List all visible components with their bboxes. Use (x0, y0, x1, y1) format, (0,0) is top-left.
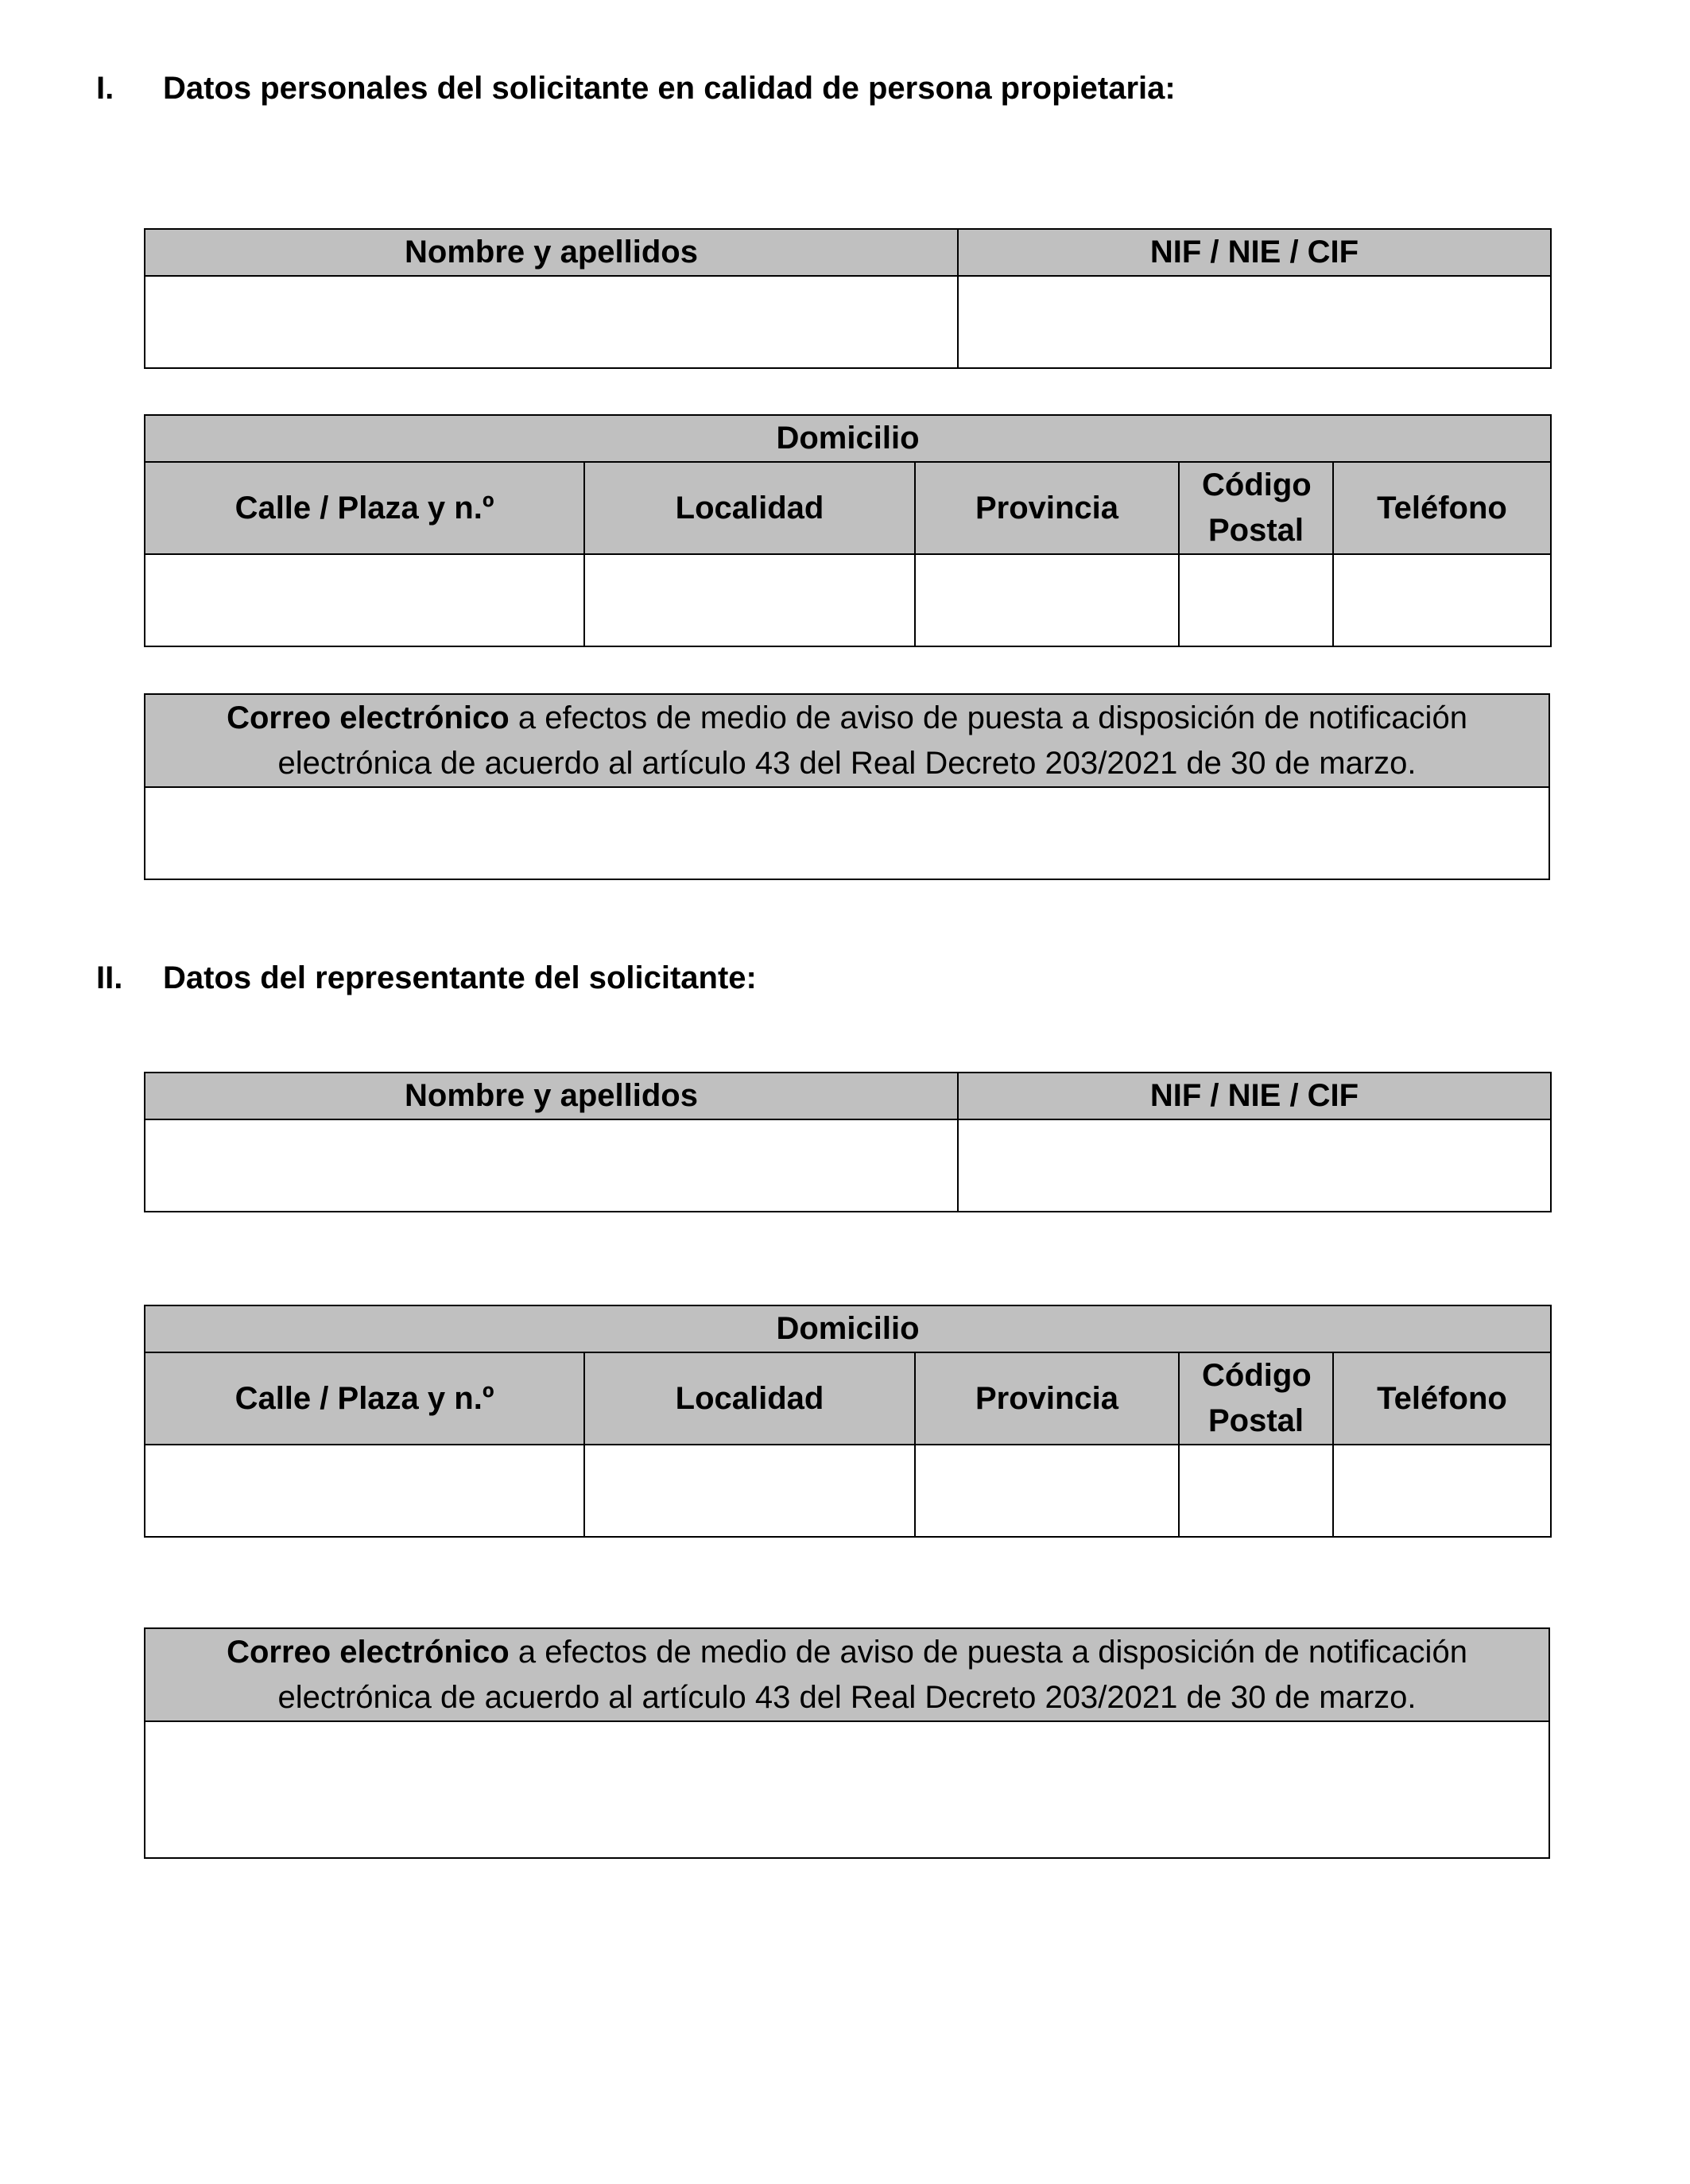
applicant-email-table (144, 693, 1550, 880)
email-header (145, 1628, 1549, 1721)
section-2-number: II. (96, 960, 123, 995)
representative-province-field[interactable] (915, 1445, 1179, 1537)
representative-postal-code-field[interactable] (1179, 1445, 1333, 1537)
representative-identity-table (144, 1072, 1552, 1212)
phone-header: Teléfono (1333, 462, 1551, 554)
applicant-id-field[interactable] (958, 276, 1551, 368)
email-label-rest: a efectos de medio de aviso de puesta a disposición de notificación (509, 700, 1467, 735)
postal-code-header: Código Postal (1179, 1352, 1333, 1445)
representative-address-table (144, 1305, 1552, 1538)
email-label-line2: electrónica de acuerdo al artículo 43 del Real Decreto 203/2021 de 30 de marzo. (277, 745, 1417, 781)
applicant-name-field[interactable] (145, 276, 958, 368)
representative-phone-field[interactable] (1333, 1445, 1551, 1537)
postal-code-header: Código Postal (1179, 462, 1333, 554)
applicant-address-table (144, 414, 1552, 647)
street-header: Calle / Plaza y n.º (145, 1352, 584, 1445)
street-header: Calle / Plaza y n.º (145, 462, 584, 554)
email-label-bold: Correo electrónico (227, 700, 510, 735)
province-header: Provincia (915, 1352, 1179, 1445)
representative-email-table (144, 1627, 1550, 1859)
section-1-title: Datos personales del solicitante en calidad de persona propietaria: (163, 71, 1176, 106)
applicant-identity-table (144, 228, 1552, 369)
section-2-title: Datos del representante del solicitante: (163, 960, 757, 995)
applicant-email-field[interactable] (145, 787, 1549, 879)
representative-street-field[interactable] (145, 1445, 584, 1537)
email-label-bold: Correo electrónico (227, 1634, 510, 1670)
applicant-locality-field[interactable] (584, 554, 915, 646)
section-1-number: I. (96, 71, 114, 106)
name-header: Nombre y apellidos (145, 229, 958, 276)
applicant-postal-code-field[interactable] (1179, 554, 1333, 646)
phone-header: Teléfono (1333, 1352, 1551, 1445)
locality-header: Localidad (584, 462, 915, 554)
applicant-province-field[interactable] (915, 554, 1179, 646)
email-label-rest: a efectos de medio de aviso de puesta a disposición de notificación (509, 1634, 1467, 1670)
province-header: Provincia (915, 462, 1179, 554)
representative-locality-field[interactable] (584, 1445, 915, 1537)
address-group-header: Domicilio (145, 415, 1551, 462)
representative-name-field[interactable] (145, 1119, 958, 1212)
name-header: Nombre y apellidos (145, 1073, 958, 1119)
id-header: NIF / NIE / CIF (958, 1073, 1551, 1119)
id-header: NIF / NIE / CIF (958, 229, 1551, 276)
address-group-header: Domicilio (145, 1305, 1551, 1352)
email-label-line2: electrónica de acuerdo al artículo 43 del Real Decreto 203/2021 de 30 de marzo. (277, 1679, 1417, 1715)
representative-email-field[interactable] (145, 1721, 1549, 1858)
applicant-street-field[interactable] (145, 554, 584, 646)
representative-id-field[interactable] (958, 1119, 1551, 1212)
email-header (145, 694, 1549, 787)
applicant-phone-field[interactable] (1333, 554, 1551, 646)
locality-header: Localidad (584, 1352, 915, 1445)
